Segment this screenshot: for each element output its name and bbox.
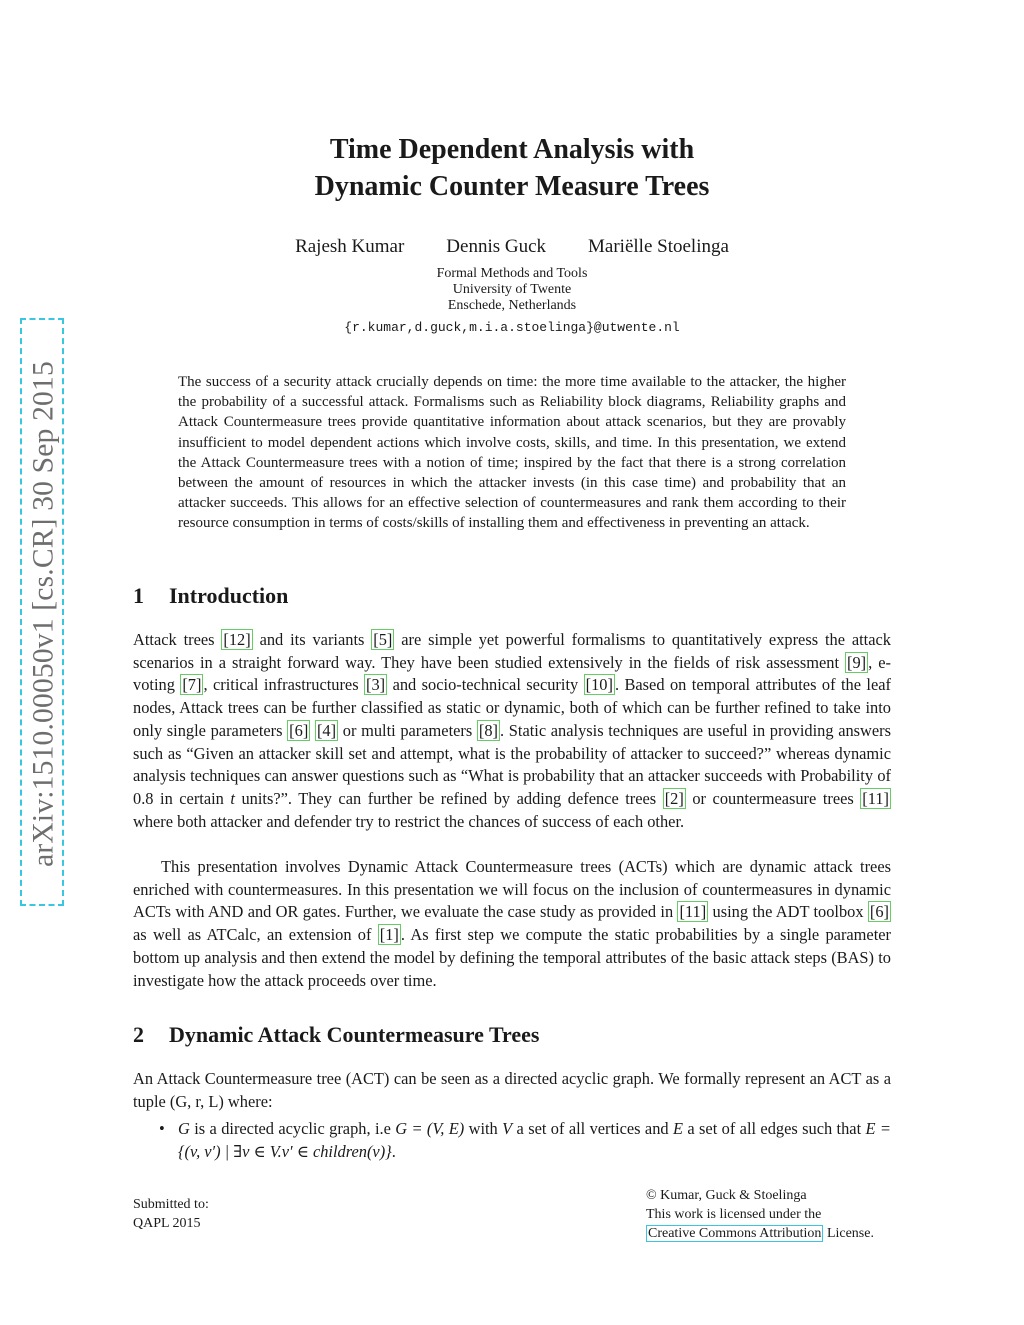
intro-paragraph-1: Attack trees [12] and its variants [5] are simple yet powerful formalisms to quantitatively express the attack scenarios in a straight forward way. They have been studied extensively in the fields of risk assessment [9] , e-voting [7] , critical infrastructures [3] and socio-technical security [10] . Based on temporal attributes of the leaf nodes, Attack trees can be further classified as static or dynamic, both of which can be further refined to take into only single parameters [6] [4] or multi parameters [8] . Static analysis techniques are useful in providing answers such as “Given an attacker skill set and attempt, what is the probability of attacker to succeed?” whereas dynamic analysis techniques can answer questions such as “What is probability that an attacker succeeds with Probability of 0.8 in certain t units?”. They can further be refined by adding defence trees [2] or countermeasure trees [11] where both attacker and defender try to restrict the chances of success of each other. — [133, 630, 891, 831]
arxiv-id-text: arXiv:1510.00050v1 [cs.CR] 30 Sep 2015 — [27, 361, 60, 867]
citation-link[interactable]: [5] — [373, 630, 393, 649]
author-name: Rajesh Kumar — [295, 236, 405, 257]
citation-link[interactable]: [1] — [379, 925, 399, 945]
citation-link[interactable]: [10] — [585, 675, 613, 695]
affiliation: Formal Methods and Tools University of Twente Enschede, Netherlands — [436, 266, 588, 313]
intro-paragraph-2: This presentation involves Dynamic Attack Countermeasure trees (ACTs) which are dynamic attack trees enriched with countermeasures. In this presentation we will focus on the inclusion of countermeasures in dynamic ACTs with AND and OR gates. Further, we evaluate the case study as provided in [11] using the ADT toolbox [6] as well as ATCalc, an extension of [1] . As first step we compute the static probabilities by a single parameter bottom up analysis and then extend the model by defining the temporal attributes of the basic attack steps (BAS) to investigate how the attack proceeds over time. — [133, 857, 891, 990]
citation-link[interactable]: [4] — [316, 720, 337, 740]
list-item: • G is a directed acyclic graph, i.e G = (V, E) with V a set of all vertices and E a set of all edges such that E = {(v, v′) | ∃v ∈ V.v′ ∈ children(v)}. — [159, 1119, 891, 1161]
author-name: Dennis Guck — [446, 236, 547, 257]
citation-link[interactable]: [8] — [478, 720, 499, 740]
citation-link[interactable]: [9] — [847, 652, 867, 672]
submission-note: Submitted to: QAPL 2015 — [133, 1197, 209, 1231]
arxiv-identifier-stamp — [20, 318, 64, 906]
license-link[interactable]: Creative Commons Attribution — [648, 1226, 822, 1241]
abstract: The success of a security attack crucially depends on time: the more time available to the attacker, the higher the probability of a successful attack. Formalisms such as Reliability block diagrams, Reliability graphs and Attack Countermeasure trees provide quantitative information about attack scenarios, but they are provably insufficient to model dependent actions which involve costs, skills, and time. In this presentation, we extend the Attack Countermeasure trees with a notion of time; inspired by the fact that there is a strong correlation between the amount of resources in which the attacker invests (in this case time) and probability that an attacker succeeds. This allows for an effective selection of countermeasures and rank them according to their resource consumption in terms of costs/skills of installing them and effectiveness in preventing an attack. — [178, 374, 846, 532]
author-name: Mariëlle Stoelinga — [588, 236, 729, 257]
paper-title: Time Dependent Analysis with Dynamic Counter Measure Trees — [314, 134, 710, 202]
citation-link[interactable]: [7] — [182, 675, 202, 695]
definition-list — [133, 1118, 891, 1163]
author-list — [0, 236, 1024, 258]
citation-link[interactable]: [6] — [289, 720, 309, 740]
citation-link[interactable]: [11] — [679, 902, 707, 922]
license-note: © Kumar, Guck & Stoelinga This work is licensed under the Creative Commons Attribution License. — [646, 1188, 874, 1241]
section-heading-dynamic-act: 2 Dynamic Attack Countermeasure Trees — [133, 1022, 540, 1047]
citation-link[interactable]: [3] — [366, 675, 386, 695]
section2-paragraph: An Attack Countermeasure tree (ACT) can be seen as a directed acyclic graph. We formally represent an ACT as a tuple (G, r, L) where: — [133, 1069, 891, 1111]
citation-link[interactable]: [12] — [223, 630, 251, 649]
section-heading-introduction: 1 Introduction — [133, 583, 289, 608]
citation-link[interactable]: [6] — [869, 902, 889, 922]
citation-link[interactable]: [11] — [862, 788, 889, 808]
author-email[interactable]: {r.kumar,d.guck,m.i.a.stoelinga}@utwente.nl — [344, 320, 680, 335]
bullet-icon: • — [159, 1119, 165, 1138]
citation-link[interactable]: [2] — [664, 788, 684, 808]
